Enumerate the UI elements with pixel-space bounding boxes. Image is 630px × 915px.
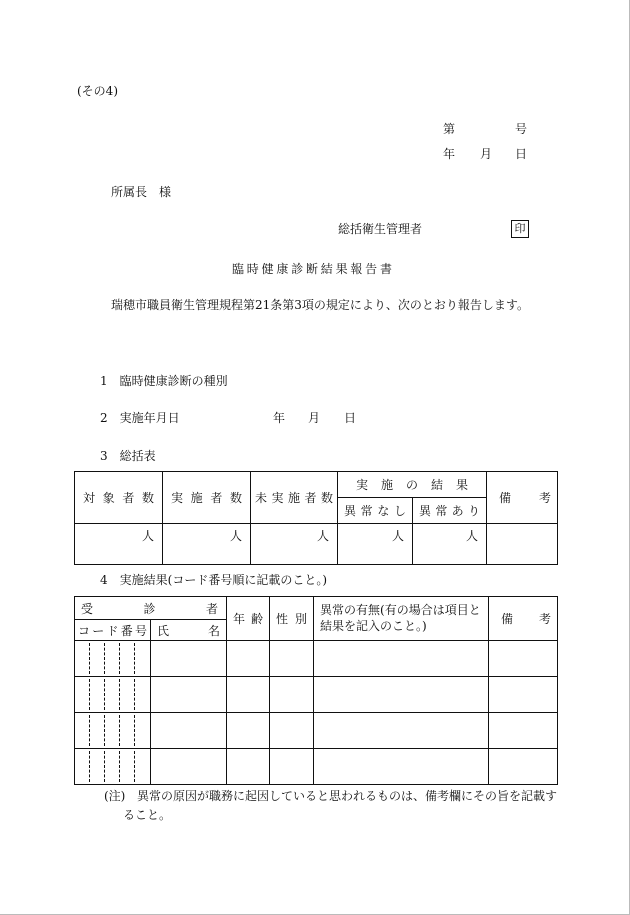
abnormal-cell bbox=[314, 677, 489, 713]
header-ijo-umu: 異常の有無(有の場合は項目と 結果を記入のこと。) bbox=[314, 597, 489, 641]
remarks-cell bbox=[489, 677, 558, 713]
cell-taishosha: 人 bbox=[75, 524, 163, 565]
item-2-tsuki: 月 bbox=[308, 411, 321, 425]
note-label: (注) bbox=[104, 789, 126, 803]
date-nen: 年 bbox=[443, 147, 456, 161]
name-cell bbox=[151, 749, 227, 785]
summary-table bbox=[74, 471, 558, 565]
age-cell bbox=[227, 713, 270, 749]
item-4: 4 実施結果(コード番号順に記載のこと。) bbox=[100, 573, 327, 587]
header-mijisshisha: 未実施者数 bbox=[251, 472, 338, 524]
seal-stamp: 印 bbox=[511, 220, 529, 238]
code-cell bbox=[75, 641, 151, 677]
header-code: コード番号 bbox=[75, 620, 151, 641]
code-cell bbox=[75, 749, 151, 785]
intro-text: 瑞穂市職員衛生管理規程第21条第3項の規定により、次のとおり報告します。 bbox=[111, 298, 529, 312]
sex-cell bbox=[270, 749, 314, 785]
code-cell bbox=[75, 713, 151, 749]
item-3: 3 総括表 bbox=[100, 449, 156, 463]
cell-mijisshisha: 人 bbox=[251, 524, 338, 565]
age-cell bbox=[227, 677, 270, 713]
item-1: 1 臨時健康診断の種別 bbox=[100, 374, 228, 388]
header-jisshisha: 実施者数 bbox=[163, 472, 251, 524]
item-2: 2 実施年月日 bbox=[100, 411, 180, 425]
sex-cell bbox=[270, 641, 314, 677]
abnormal-cell bbox=[314, 713, 489, 749]
header-jushinsha: 受診者 bbox=[75, 597, 227, 620]
remarks-cell bbox=[489, 713, 558, 749]
addressee: 所属長 様 bbox=[111, 185, 172, 199]
results-table bbox=[74, 596, 558, 785]
table-row bbox=[75, 713, 558, 749]
cell-ijo-ari: 人 bbox=[413, 524, 487, 565]
name-cell bbox=[151, 641, 227, 677]
code-cell bbox=[75, 677, 151, 713]
header-ijo-ari: 異常あり bbox=[413, 498, 487, 524]
abnormal-cell bbox=[314, 749, 489, 785]
header-shimei: 氏名 bbox=[151, 620, 227, 641]
number-dai: 第 bbox=[443, 122, 456, 136]
age-cell bbox=[227, 641, 270, 677]
table-row bbox=[75, 749, 558, 785]
table-row bbox=[75, 677, 558, 713]
item-2-hi: 日 bbox=[344, 411, 357, 425]
table-row bbox=[75, 641, 558, 677]
header-biko-results: 備考 bbox=[489, 597, 558, 641]
header-ijo-nashi: 異常なし bbox=[338, 498, 413, 524]
date-tsuki: 月 bbox=[480, 147, 493, 161]
age-cell bbox=[227, 749, 270, 785]
note-line-2: ること。 bbox=[123, 808, 172, 822]
sex-cell bbox=[270, 713, 314, 749]
form-number: (その4) bbox=[77, 84, 118, 98]
header-taishosha: 対象者数 bbox=[75, 472, 163, 524]
sex-cell bbox=[270, 677, 314, 713]
header-nenrei: 年齢 bbox=[227, 597, 270, 641]
header-kekka: 実施の結果 bbox=[338, 472, 487, 498]
cell-biko bbox=[487, 524, 558, 565]
date-hi: 日 bbox=[515, 147, 528, 161]
sender: 総括衛生管理者 bbox=[338, 222, 423, 236]
header-biko: 備考 bbox=[487, 472, 558, 524]
remarks-cell bbox=[489, 749, 558, 785]
abnormal-cell bbox=[314, 641, 489, 677]
item-2-nen: 年 bbox=[273, 411, 286, 425]
number-go: 号 bbox=[515, 122, 528, 136]
name-cell bbox=[151, 713, 227, 749]
cell-ijo-nashi: 人 bbox=[338, 524, 413, 565]
header-seibetsu: 性別 bbox=[270, 597, 314, 641]
cell-jisshisha: 人 bbox=[163, 524, 251, 565]
note-line-1: 異常の原因が職務に起因していると思われるものは、備考欄にその旨を記載す bbox=[137, 789, 558, 803]
document-title: 臨時健康診断結果報告書 bbox=[232, 262, 392, 276]
remarks-cell bbox=[489, 641, 558, 677]
name-cell bbox=[151, 677, 227, 713]
